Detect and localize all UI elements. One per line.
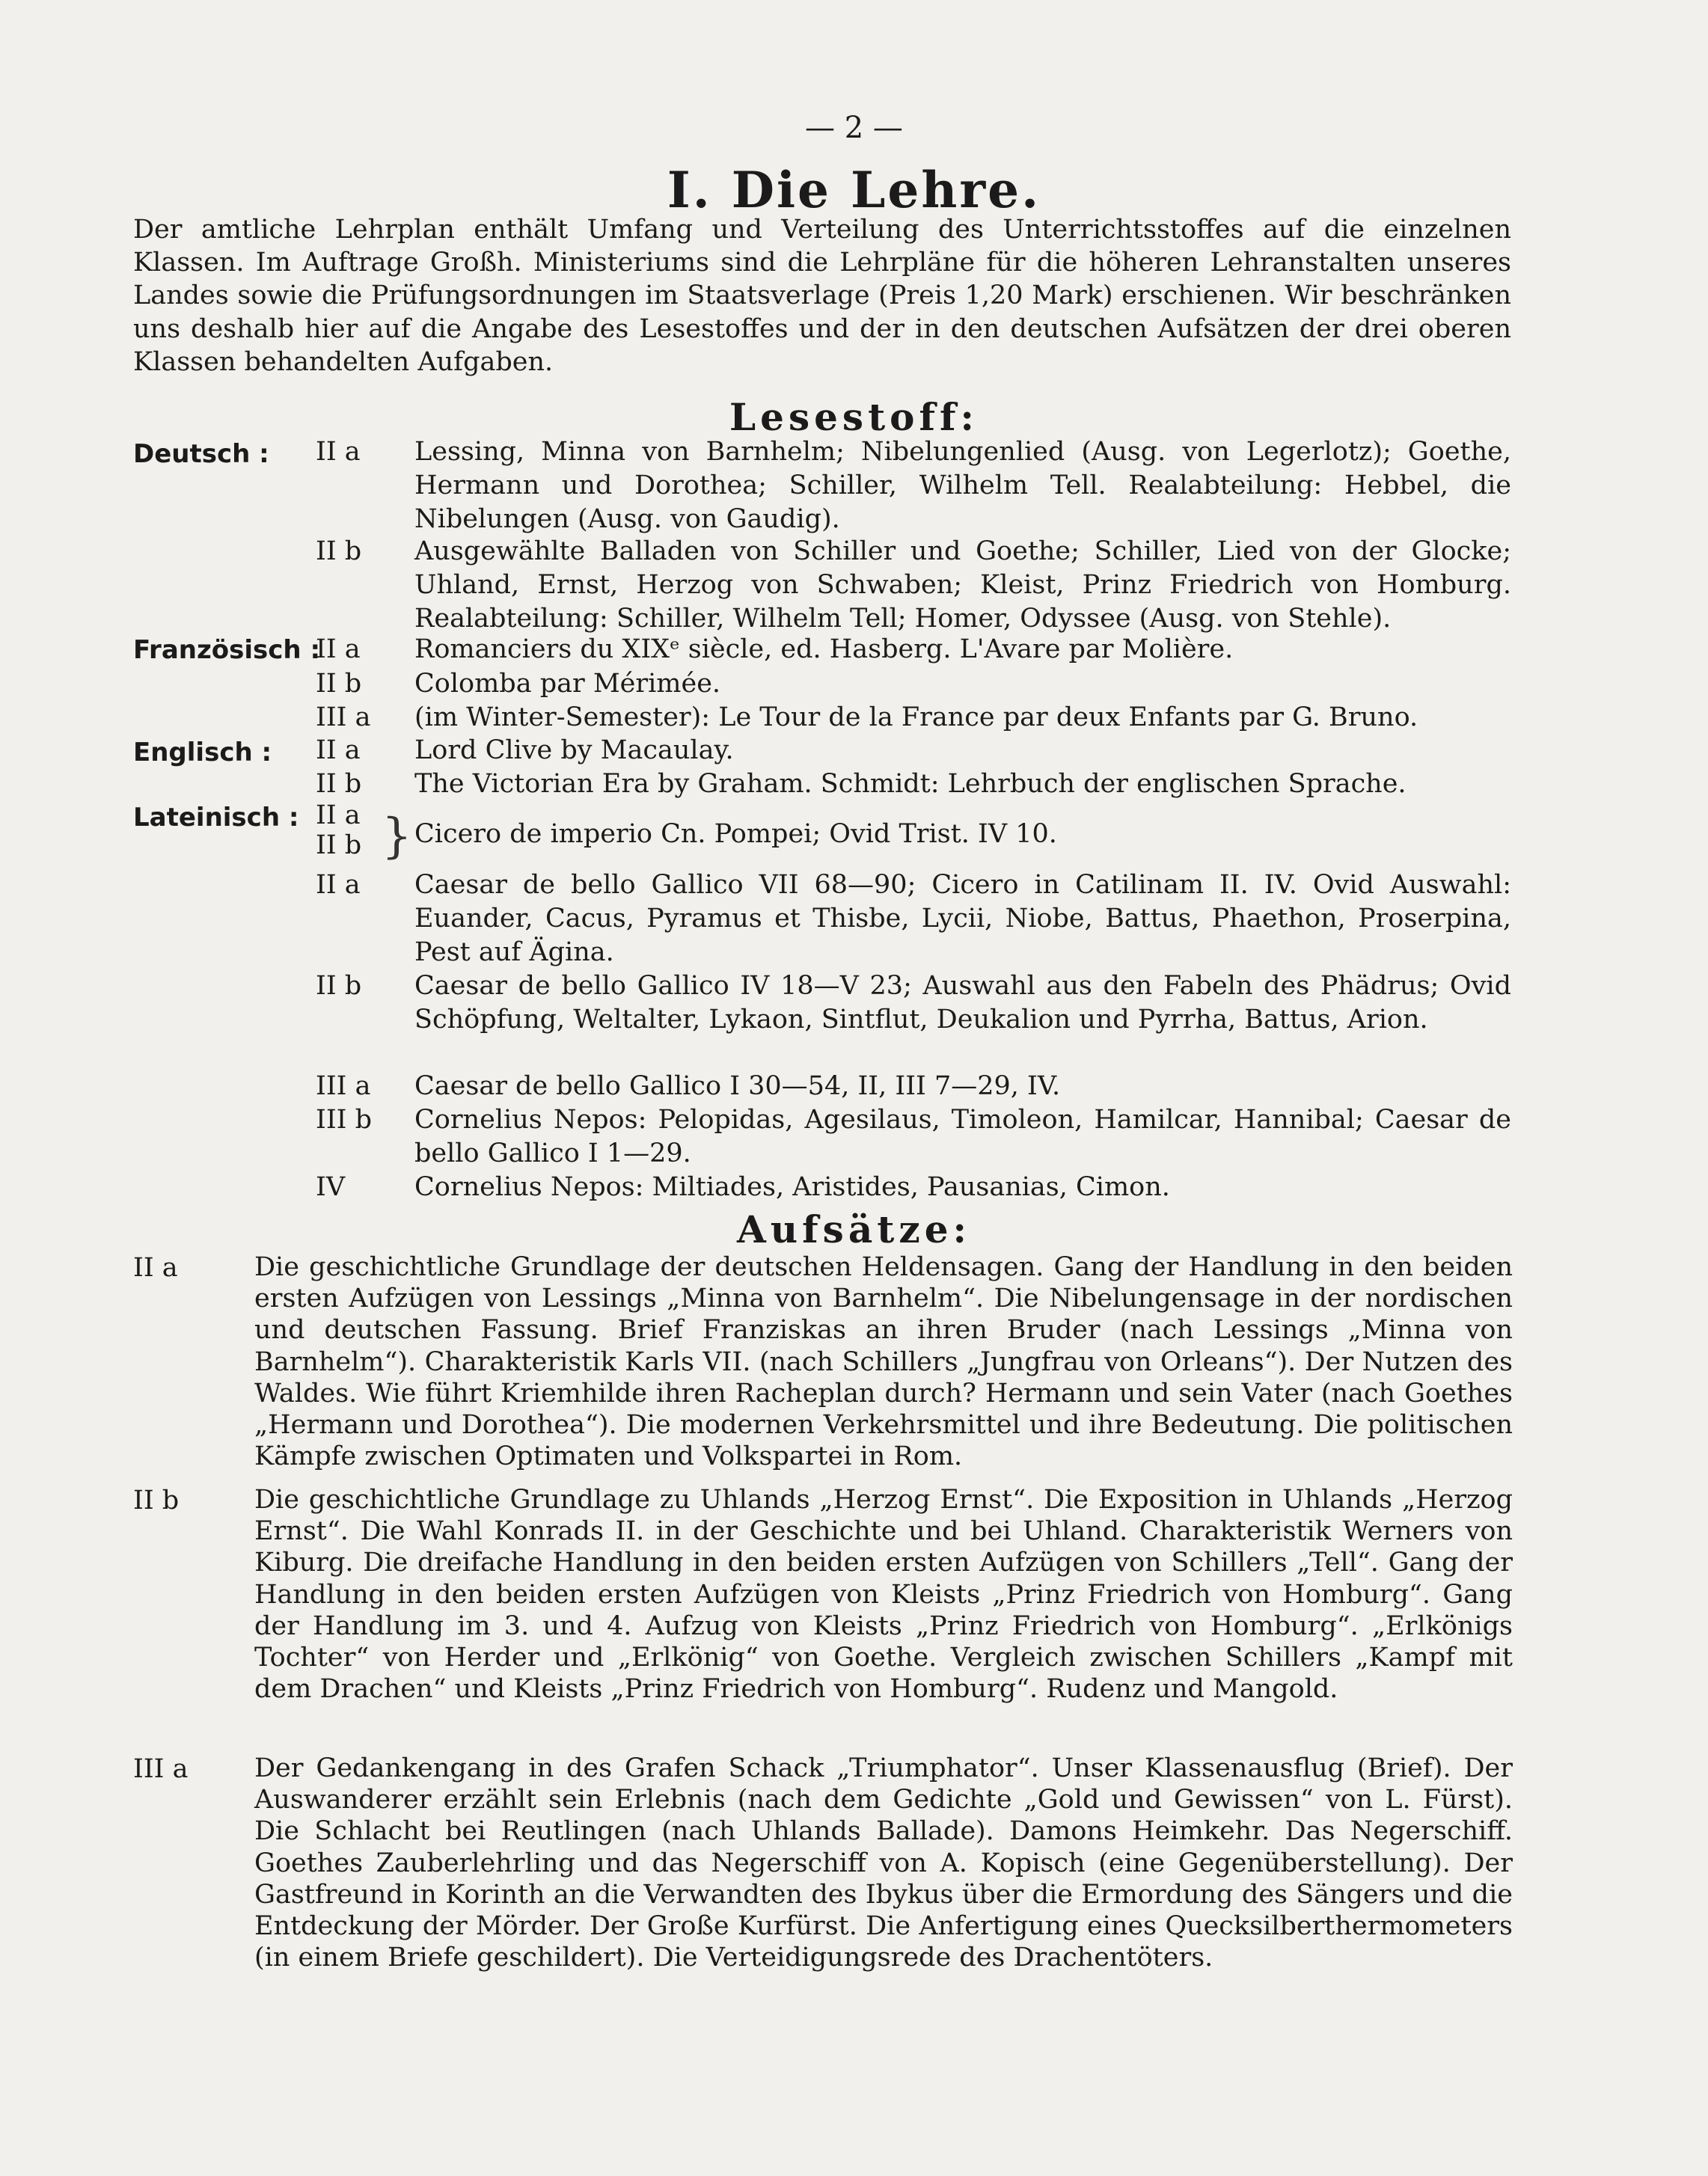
- reading-entry: Caesar de bello Gallico I 30—54, II, III 7—29, IV.: [414, 1071, 1061, 1101]
- class-label: II b: [316, 830, 362, 860]
- subject-franzoesisch: Französisch :: [133, 635, 321, 665]
- reading-entry: Cicero de imperio Cn. Pompei; Ovid Trist. IV 10.: [414, 819, 1057, 849]
- essay-entry: Die geschichtliche Grundlage der deutschen Heldensagen. Gang der Handlung in den beiden ersten Aufzügen von Lessings „Minna von Barnhelm“. Die Nibelungensage in der nordischen und deutschen Fassung. Brief Franziskas an ihren Bruder (nach Lessings „Minna von Barnhelm“). Charakteristik Karls VII. (nach Schillers „Jungfrau von Orleans“). Der Nutzen des Waldes. Wie führt Kriemhilde ihren Racheplan durch? Hermann und sein Vater (nach Goethes „Hermann und Dorothea“). Die modernen Verkehrsmittel und ihre Bedeutung. Die politischen Kämpfe zwischen Optimaten und Volkspartei in Rom.: [254, 1252, 1513, 1472]
- reading-entry: Ausgewählte Balladen von Schiller und Goethe; Schiller, Lied von der Glocke; Uhland, Ernst, Herzog von Schwaben; Kleist, Prinz Friedrich von Homburg. Realabteilung: Schiller, Wilhelm Tell; Homer, Odyssee (Ausg. von Stehle).: [414, 536, 1511, 634]
- class-label: II a: [316, 634, 361, 664]
- class-label: II a: [316, 800, 361, 830]
- class-label: III a: [133, 1754, 189, 1784]
- class-label: II b: [133, 1486, 180, 1515]
- subject-englisch: Englisch :: [133, 738, 272, 767]
- page-title: I. Die Lehre.: [667, 161, 1041, 219]
- reading-entry: (im Winter-Semester): Le Tour de la France par deux Enfants par G. Bruno.: [414, 702, 1418, 732]
- subject-deutsch: Deutsch :: [133, 439, 269, 469]
- lesestoff-heading: Lesestoff:: [729, 395, 979, 439]
- reading-entry: Caesar de bello Gallico IV 18—V 23; Auswahl aus den Fabeln des Phädrus; Ovid Schöpfung, Weltalter, Lykaon, Sintflut, Deukalion und Pyrrha, Battus, Arion.: [414, 971, 1511, 1035]
- aufsaetze-heading: Aufsätze:: [737, 1207, 971, 1251]
- class-label: III a: [316, 1071, 371, 1101]
- class-label: II a: [316, 735, 361, 765]
- reading-entry: Cornelius Nepos: Miltiades, Aristides, Pausanias, Cimon.: [414, 1172, 1170, 1202]
- class-label: II b: [316, 669, 362, 699]
- class-label: II b: [316, 971, 362, 1001]
- page-number: — 2 —: [805, 111, 903, 145]
- class-label: III b: [316, 1105, 373, 1135]
- reading-entry: Romanciers du XIXᵉ siècle, ed. Hasberg. L'Avare par Molière.: [414, 634, 1234, 664]
- class-label: II b: [316, 769, 362, 799]
- class-label: IV: [316, 1172, 346, 1202]
- reading-entry: Cornelius Nepos: Pelopidas, Agesilaus, Timoleon, Hamilcar, Hannibal; Caesar de bello Gallico I 1—29.: [414, 1105, 1511, 1168]
- brace-symbol: }: [382, 809, 412, 864]
- reading-entry: The Victorian Era by Graham. Schmidt: Lehrbuch der englischen Sprache.: [414, 769, 1407, 799]
- class-label: II a: [133, 1253, 178, 1283]
- intro-paragraph: Der amtliche Lehrplan enthält Umfang und Verteilung des Unterrichtsstoffes auf die einzelnen Klassen. Im Auftrage Großh. Ministeriums sind die Lehrpläne für die höheren Lehranstalten unseres Landes sowie die Prüfungsordnungen im Staatsverlage (Preis 1,20 Mark) erschienen. Wir beschränken uns deshalb hier auf die Angabe des Lesestoffes und der in den deutschen Aufsätzen der drei oberen Klassen behandelten Aufgaben.: [133, 215, 1511, 377]
- class-label: III a: [316, 702, 371, 732]
- class-label: II a: [316, 870, 361, 900]
- reading-entry: Lessing, Minna von Barnhelm; Nibelungenlied (Ausg. von Legerlotz); Goethe, Hermann und Dorothea; Schiller, Wilhelm Tell. Realabteilung: Hebbel, die Nibelungen (Ausg. von Gaudig).: [414, 437, 1511, 534]
- reading-entry: Caesar de bello Gallico VII 68—90; Cicero in Catilinam II. IV. Ovid Auswahl: Euander, Cacus, Pyramus et Thisbe, Lycii, Niobe, Battus, Phaethon, Proserpina, Pest auf Ägina.: [414, 870, 1511, 967]
- reading-entry: Lord Clive by Macaulay.: [414, 735, 734, 765]
- essay-entry: Der Gedankengang in des Grafen Schack „Triumphator“. Unser Klassenausflug (Brief). Der Auswanderer erzählt sein Erlebnis (nach dem Gedichte „Gold und Gewissen“ von L. Fürst). Die Schlacht bei Reutlingen (nach Uhlands Ballade). Damons Heimkehr. Das Negerschiff. Goethes Zauberlehrling und das Negerschiff von A. Kopisch (eine Gegenüberstellung). Der Gastfreund in Korinth an die Verwandten des Ibykus über die Ermordung des Sängers und die Entdeckung der Mörder. Der Große Kurfürst. Die Anfertigung eines Quecksilberthermometers (in einem Briefe geschildert). Die Verteidigungsrede des Drachentöters.: [254, 1753, 1513, 1973]
- essay-entry: Die geschichtliche Grundlage zu Uhlands „Herzog Ernst“. Die Exposition in Uhlands „Herzog Ernst“. Die Wahl Konrads II. in der Geschichte und bei Uhland. Charakteristik Werners von Kiburg. Die dreifache Handlung in den beiden ersten Aufzügen von Schillers „Tell“. Gang der Handlung in den beiden ersten Aufzügen von Kleists „Prinz Friedrich von Homburg“. Gang der Handlung im 3. und 4. Aufzug von Kleists „Prinz Friedrich von Homburg“. „Erlkönigs Tochter“ von Herder und „Erlkönig“ von Goethe. Vergleich zwischen Schillers „Kampf mit dem Drachen“ und Kleists „Prinz Friedrich von Homburg“. Rudenz und Mangold.: [254, 1485, 1513, 1705]
- class-label: II b: [316, 536, 362, 566]
- reading-entry: Colomba par Mérimée.: [414, 669, 721, 699]
- subject-lateinisch: Lateinisch :: [133, 803, 299, 833]
- class-label: II a: [316, 437, 361, 467]
